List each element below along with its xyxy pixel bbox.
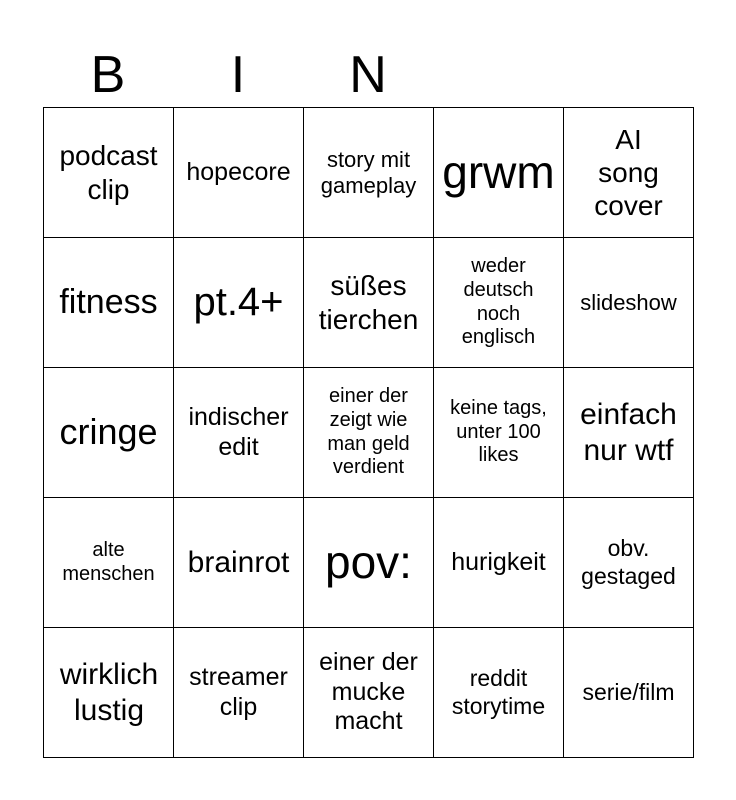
bingo-cell[interactable] xyxy=(564,108,694,238)
cell-text: einer der zeigt wie man geld verdient xyxy=(327,385,410,479)
cell-text: einer der mucke macht xyxy=(319,648,418,736)
cell-text: serie/film xyxy=(582,678,675,705)
cell-text: podcast clip xyxy=(59,140,158,205)
bingo-cell[interactable] xyxy=(564,238,694,368)
bingo-cell[interactable] xyxy=(44,628,174,758)
bingo-cell[interactable] xyxy=(434,628,564,758)
bingo-cell[interactable] xyxy=(434,238,564,368)
cell-text: wirklich lustig xyxy=(59,658,159,727)
cell-text: reddit storytime xyxy=(451,665,546,719)
bingo-cell[interactable] xyxy=(174,628,304,758)
bingo-header xyxy=(43,44,693,106)
cell-text: einfach nur wtf xyxy=(580,398,677,467)
cell-text: obv. gestaged xyxy=(581,535,676,589)
cell-text: cringe xyxy=(59,411,158,453)
cell-text: weder deutsch noch englisch xyxy=(461,255,536,349)
bingo-cell[interactable] xyxy=(304,628,434,758)
header-letter-b: B xyxy=(90,46,126,104)
board-row xyxy=(44,628,694,758)
bingo-cell[interactable] xyxy=(564,628,694,758)
cell-text: indischer edit xyxy=(188,403,289,461)
board-row xyxy=(44,238,694,368)
cell-text: brainrot xyxy=(187,545,290,579)
bingo-cell[interactable] xyxy=(174,498,304,628)
cell-text: keine tags, unter 100 likes xyxy=(450,397,547,467)
bingo-cell[interactable] xyxy=(44,498,174,628)
bingo-cell[interactable] xyxy=(304,498,434,628)
bingo-cell[interactable] xyxy=(174,368,304,498)
header-letter-n: N xyxy=(349,46,387,104)
header-letter-i: I xyxy=(230,46,246,104)
bingo-cell[interactable] xyxy=(44,238,174,368)
bingo-cell[interactable] xyxy=(174,238,304,368)
bingo-cell[interactable] xyxy=(564,498,694,628)
cell-text: grwm xyxy=(442,146,555,199)
bingo-cell[interactable] xyxy=(304,238,434,368)
cell-text: pov: xyxy=(325,536,412,589)
cell-text: fitness xyxy=(59,283,158,322)
cell-text: pt.4+ xyxy=(193,279,284,324)
cell-text: streamer clip xyxy=(189,663,288,721)
bingo-cell[interactable] xyxy=(434,368,564,498)
cell-text: alte menschen xyxy=(62,538,155,585)
cell-text: süßes tierchen xyxy=(318,270,419,335)
bingo-cell[interactable] xyxy=(434,108,564,238)
header-letter-o xyxy=(563,44,693,106)
bingo-board xyxy=(43,107,694,758)
bingo-cell[interactable] xyxy=(434,498,564,628)
cell-text: AI song cover xyxy=(594,123,663,222)
bingo-cell[interactable] xyxy=(174,108,304,238)
cell-text: story mit gameplay xyxy=(320,146,417,198)
bingo-cell[interactable] xyxy=(44,108,174,238)
cell-text: hopecore xyxy=(186,157,291,186)
bingo-cell[interactable] xyxy=(564,368,694,498)
cell-text: hurigkeit xyxy=(451,547,546,576)
board-row xyxy=(44,498,694,628)
bingo-cell[interactable] xyxy=(304,108,434,238)
cell-text: slideshow xyxy=(580,289,677,315)
board-row xyxy=(44,368,694,498)
board-row xyxy=(44,108,694,238)
header-letter-g xyxy=(433,44,563,106)
bingo-cell[interactable] xyxy=(304,368,434,498)
bingo-cell[interactable] xyxy=(44,368,174,498)
